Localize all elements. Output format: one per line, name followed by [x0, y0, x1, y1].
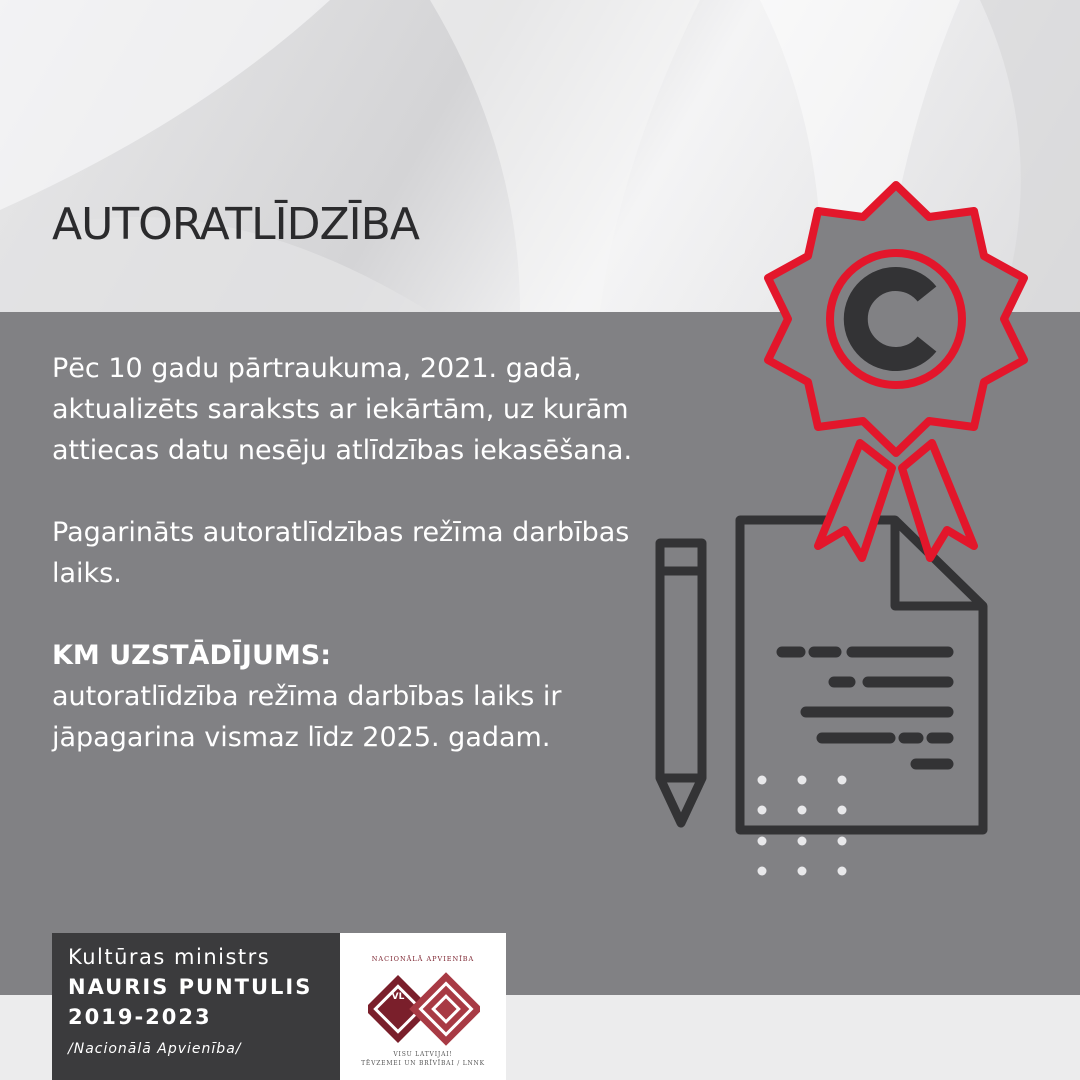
party-emblem: [368, 969, 480, 1049]
page-title: AUTORATLĪDZĪBA: [52, 199, 419, 251]
minister-party: /Nacionālā Apvienība/: [68, 1041, 242, 1057]
paragraph-regime-extended: Pagarināts autoratlīdzības režīma darbības laiks.: [52, 517, 630, 589]
emblem-letters: VL: [391, 992, 405, 1002]
position-text: autoratlīdzība režīma darbības laiks ir jāpagarina vismaz līdz 2025. gadam.: [52, 681, 562, 753]
main-text: [52, 348, 652, 758]
ministry-position: [52, 635, 652, 758]
logo-top-text: NACIONĀLĀ APVIENĪBA: [371, 955, 475, 963]
award-ribbon-icon: [768, 185, 1024, 558]
minister-name: NAURIS PUNTULIS: [68, 975, 313, 999]
minister-term: 2019-2023: [68, 1005, 212, 1029]
logo-slogan-2: TĒVZEMEI UN BRĪVĪBAI / LNNK: [361, 1060, 485, 1067]
pencil-icon: [660, 543, 702, 823]
document-lines: [782, 652, 948, 764]
minister-credit: [52, 933, 340, 1080]
party-logo: [340, 933, 506, 1080]
document-award-illustration: [640, 178, 1080, 898]
position-heading: KM UZSTĀDĪJUMS:: [52, 640, 331, 671]
paragraph-list-update: Pēc 10 gadu pārtraukuma, 2021. gadā, aktualizēts saraksts ar iekārtām, uz kurām attiecas datu nesēju atlīdzības iekasēšana.: [52, 353, 633, 466]
minister-role: Kultūras ministrs: [68, 945, 271, 969]
document-icon: [740, 520, 983, 830]
logo-slogan-1: VISU LATVIJAI!: [393, 1051, 453, 1058]
